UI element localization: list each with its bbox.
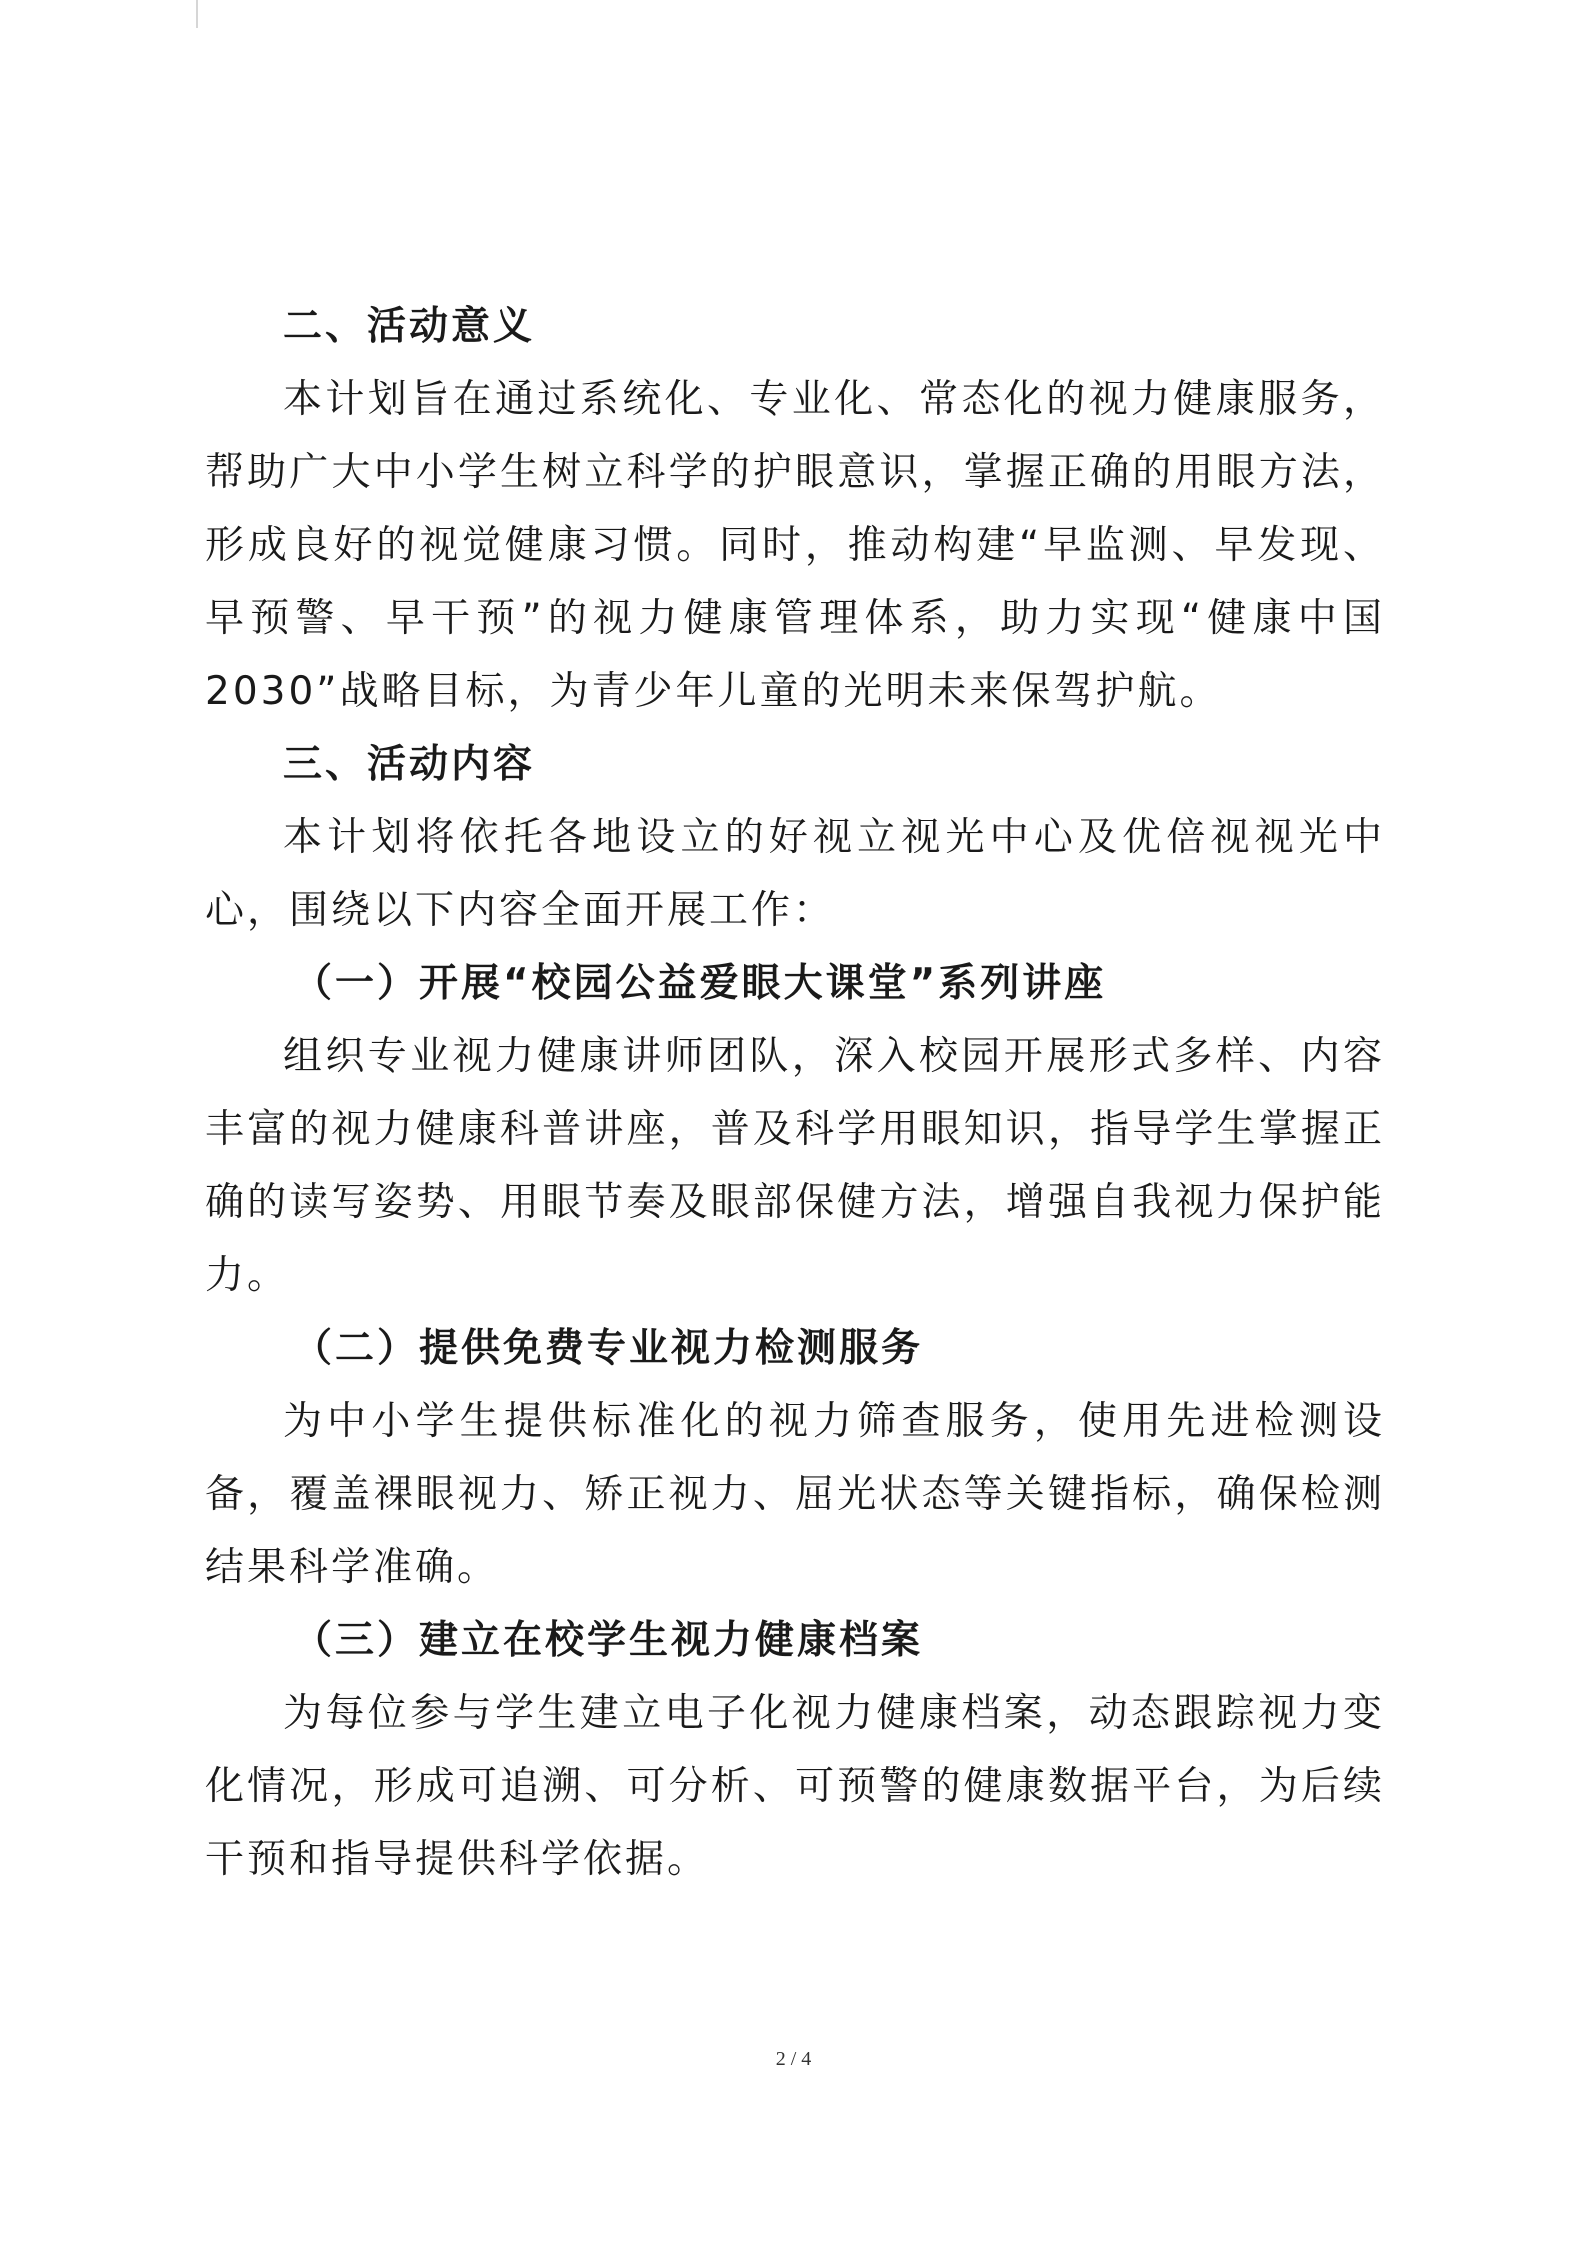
subsection-title-lectures: （一）开展“校园公益爱眼大课堂”系列讲座 — [293, 961, 1107, 1006]
subsection-text-vision-test: 为中小学生提供标准化的视力筛查服务，使用先进检测设备，覆盖裸眼视力、矫正视力、屈光状态等关键指标，确保检测结果科学准确。 — [205, 1399, 1385, 1590]
content-intro-paragraph: 本计划将依托各地设立的好视立视光中心及优倍视视光中心，围绕以下内容全面开展工作： — [205, 815, 1385, 933]
page-number: 2 / 4 — [775, 2048, 812, 2070]
section-heading-content: 三、活动内容 — [283, 742, 536, 787]
document-body — [205, 290, 1385, 1896]
subsection-title-vision-test: （二）提供免费专业视力检测服务 — [293, 1326, 924, 1371]
subsection-title-health-records: （三）建立在校学生视力健康档案 — [293, 1618, 924, 1663]
subsection-text-health-records: 为每位参与学生建立电子化视力健康档案，动态跟踪视力变化情况，形成可追溯、可分析、可预警的健康数据平台，为后续干预和指导提供科学依据。 — [205, 1691, 1385, 1882]
significance-paragraph: 本计划旨在通过系统化、专业化、常态化的视力健康服务，帮助广大中小学生树立科学的护眼意识，掌握正确的用眼方法，形成良好的视觉健康习惯。同时，推动构建“早监测、早发现、早预警、早干预”的视力健康管理体系，助力实现“健康中国2030”战略目标，为青少年儿童的光明未来保驾护航。 — [205, 377, 1385, 714]
scan-edge-mark — [196, 0, 198, 28]
section-heading-significance: 二、活动意义 — [283, 304, 536, 349]
subsection-text-lectures: 组织专业视力健康讲师团队，深入校园开展形式多样、内容丰富的视力健康科普讲座，普及科学用眼知识，指导学生掌握正确的读写姿势、用眼节奏及眼部保健方法，增强自我视力保护能力。 — [205, 1034, 1385, 1298]
